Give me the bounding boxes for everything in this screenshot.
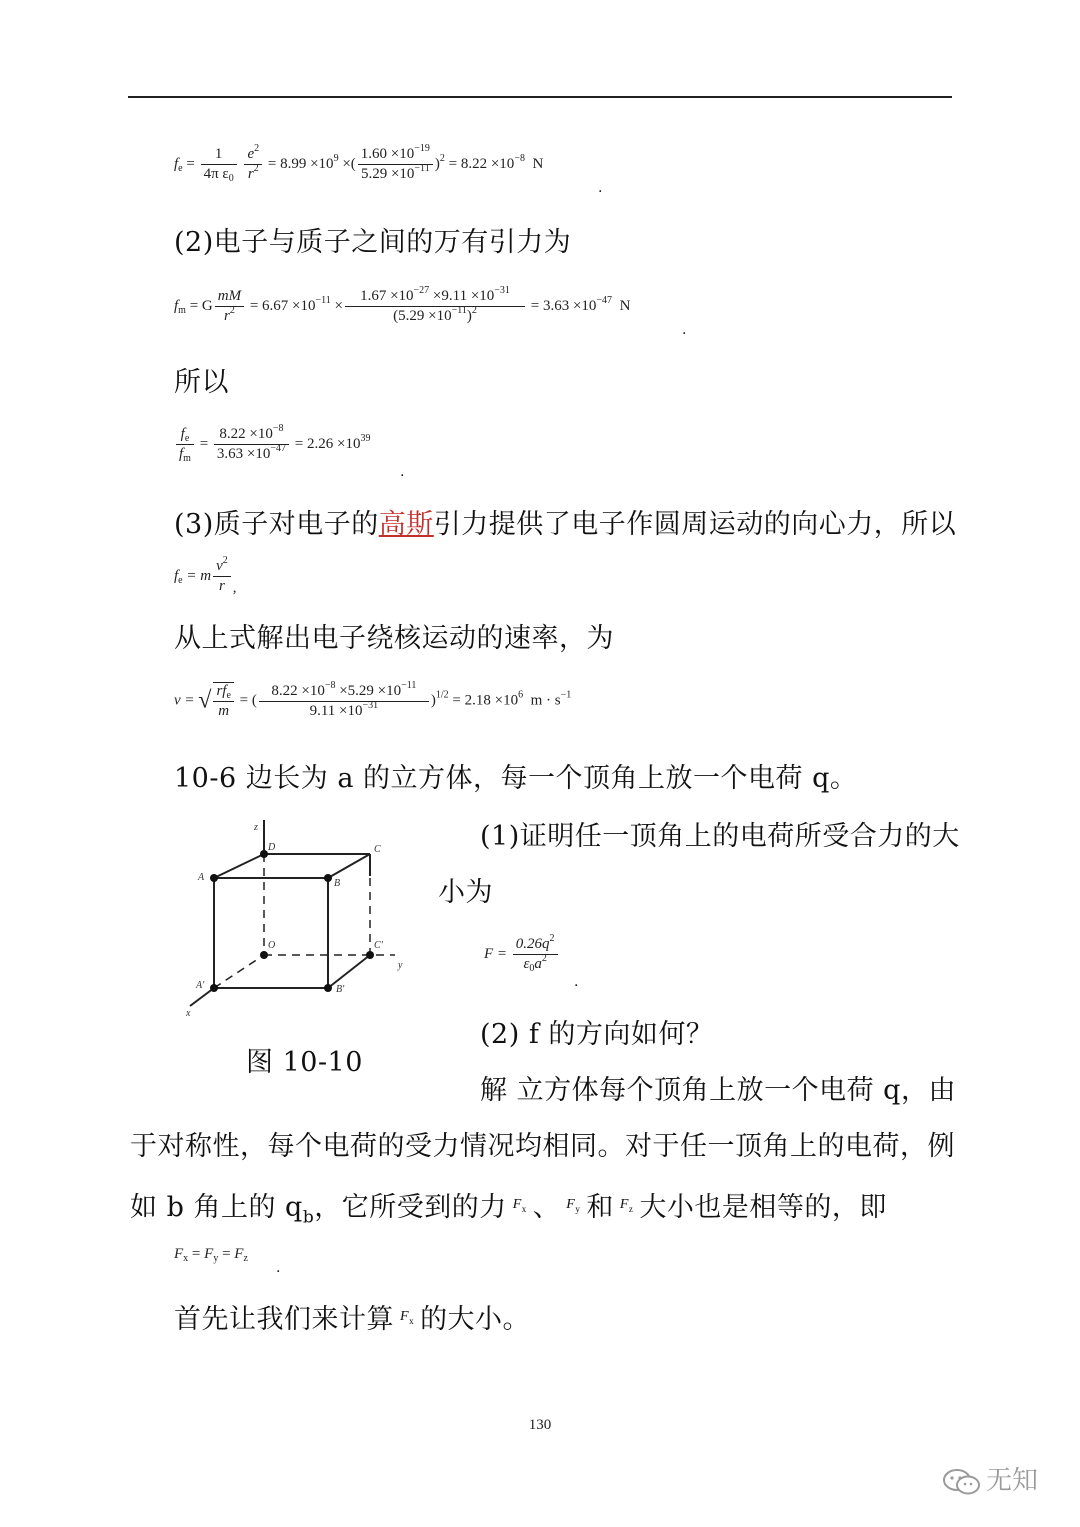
paragraph-centripetal: (3)质子对电子的高斯引力提供了电子作圆周运动的向心力，所以	[174, 509, 957, 540]
equation-force-ratio: $\frac{f_e}{f_m}$ = $\frac{8.22 \times 10^{-8}}{3.63 \times 10^{-47}}$ = $2.26 \times 10^{39}$	[174, 426, 370, 463]
equation-velocity: v = √ $\frac{rf_e}{m}$ = ( $\frac{8.22 \times 10^{-8} \times 5.29 \times 10^{-11}}{9.11 \times 10^{-31}}$ )$^{1/2} = 2.18 \times 10^6$ $m \cdot s^{-1}$	[174, 679, 572, 719]
equation-end-dot: .	[400, 464, 405, 480]
label-b: B	[334, 878, 341, 889]
label-d: D	[268, 842, 276, 853]
paragraph-compute-fx: 首先让我们来计算 $^{F_x}$ 的大小。	[174, 1304, 531, 1335]
paragraph-force-components: 如 b 角上的 $q_b$，它所受到的力 $^{F_x}$ 、 $^{F_y}$ 和 $^{F_z}$ 大小也是相等的，即	[130, 1192, 887, 1228]
vertex-o	[260, 951, 268, 959]
equation-coulomb-force: $f_e$ = $\frac{1}{4\pi \varepsilon_0}$ $\frac{e^2}{r^2}$ = $8.99 \times 10^9$ ×( $\frac{1.60 \times 10^{-19}}{5.29 \times 10^{-11}}$ )$^2 = 8.22 \times 10^{-8}$ N	[174, 143, 544, 184]
wechat-icon	[942, 1468, 982, 1496]
vertex-d	[260, 850, 268, 858]
label-c: C	[374, 844, 381, 855]
label-a-prime: A'	[196, 980, 205, 991]
paragraph-symmetry: 于对称性，每个电荷的受力情况均相同。对于任一顶角上的电荷，例	[130, 1131, 955, 1162]
vertex-a-prime	[210, 984, 218, 992]
figure-caption: 图 10-10	[246, 1047, 363, 1078]
label-a: A	[198, 872, 205, 883]
vertex-b	[324, 874, 332, 882]
equation-equal-components: $F_x = F_y = F_z$	[174, 1246, 248, 1264]
vertex-b-prime	[324, 984, 332, 992]
label-c-prime: C'	[374, 940, 383, 951]
header-rule	[128, 96, 952, 98]
equation-end-dot: .	[682, 322, 687, 338]
label-z: z	[254, 822, 258, 833]
gauss-link[interactable]: 高斯	[378, 509, 434, 540]
watermark: 无知	[942, 1460, 1038, 1497]
paragraph-problem-10-6: 10-6 边长为 a 的立方体，每一个顶角上放一个电荷 q。	[174, 763, 858, 794]
equation-end-dot: .	[598, 180, 603, 196]
equation-gravity-force: $f_m = G$ $\frac{mM}{r^2}$ = $6.67 \times 10^{-11}$ × $\frac{1.67 \times 10^{-27} \times 9.11 \times 10^{-31}}{(5.29 \times 10^{-11})^2}$ = $3.63 \times 10^{-47}$ N	[174, 285, 631, 324]
page-number: 130	[528, 1417, 552, 1433]
cube-figure	[180, 818, 420, 1018]
paragraph-solution-start: 解 立方体每个顶角上放一个电荷 q，由	[480, 1075, 956, 1106]
paragraph-velocity-intro: 从上式解出电子绕核运动的速率，为	[174, 623, 614, 654]
equation-end-dot: .	[574, 974, 579, 990]
label-b-prime: B'	[336, 984, 345, 995]
label-x: x	[186, 1008, 191, 1018]
paragraph-direction-question: (2) f 的方向如何？	[480, 1019, 714, 1050]
paragraph-prove-line2: 小为	[438, 877, 493, 908]
equation-centripetal: $f_e = m$ $\frac{v^2}{r}$ ,	[174, 555, 237, 596]
label-o: O	[268, 940, 276, 951]
equation-net-force: F = $\frac{0.26q^2}{\varepsilon_0a^2}$	[484, 936, 560, 973]
vertex-c-prime	[366, 951, 374, 959]
label-y: y	[398, 960, 403, 971]
paragraph-therefore: 所以	[174, 367, 229, 398]
vertex-a	[210, 874, 218, 882]
equation-end-dot: .	[276, 1260, 281, 1276]
paragraph-gravity-intro: (2)电子与质子之间的万有引力为	[174, 227, 572, 258]
paragraph-prove-line1: (1)证明任一顶角上的电荷所受合力的大	[480, 821, 960, 852]
